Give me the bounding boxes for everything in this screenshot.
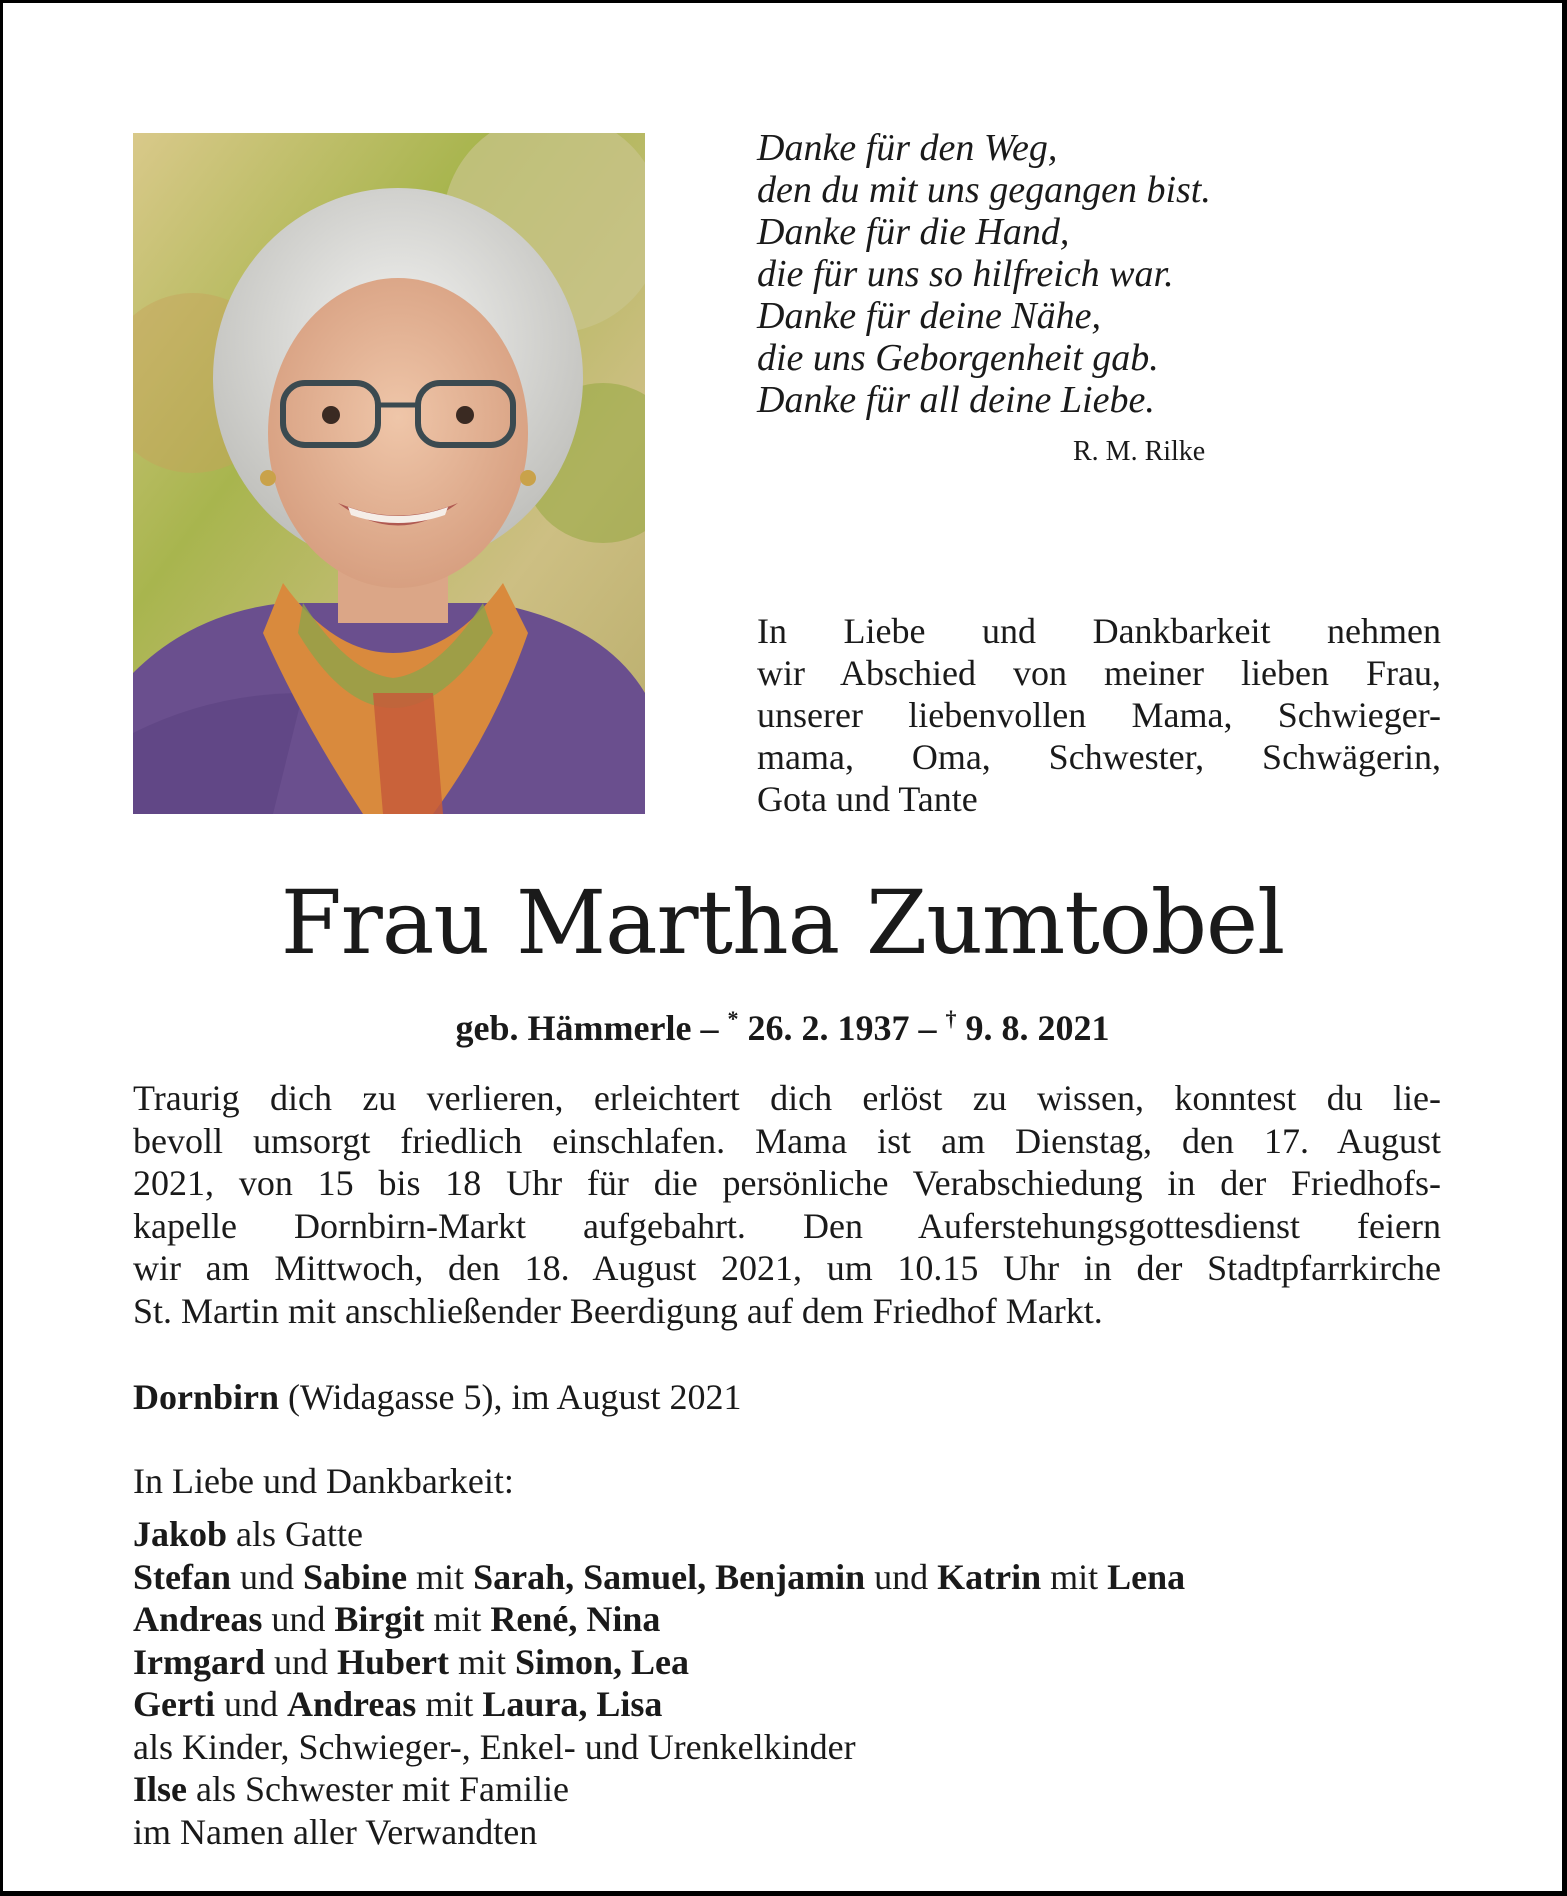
intro-line: In Liebe und Dankbarkeit nehmen [757, 611, 1441, 651]
poem-line: die uns Geborgenheit gab. [757, 337, 1159, 379]
message-text [133, 1077, 1441, 1332]
maiden-name: geb. Hämmerle [455, 1008, 692, 1048]
place-date [133, 1375, 742, 1419]
intro-line: Gota und Tante [757, 779, 978, 819]
family-connector: mit [448, 1641, 515, 1682]
family-row [133, 1513, 1185, 1556]
signoff: In Liebe und Dankbarkeit: [133, 1461, 514, 1501]
message-line: kapelle Dornbirn-Markt aufgebahrt. Den Auferstehungsgottesdienst feiern [133, 1205, 1441, 1246]
family-list [133, 1513, 1185, 1853]
family-name: Andreas [286, 1684, 417, 1724]
family-name: Laura, Lisa [482, 1684, 663, 1724]
poem-author: R. M. Rilke [1073, 436, 1206, 467]
family-relation: als Schwester mit Familie [187, 1769, 569, 1809]
family-row: im Namen aller Verwandten [133, 1811, 538, 1852]
family-name: Gerti [133, 1684, 215, 1724]
death-symbol: † [945, 1006, 957, 1031]
family-name: Andreas [133, 1599, 263, 1639]
family-name: Stefan [133, 1556, 231, 1597]
poem-line: Danke für den Weg, [757, 127, 1058, 169]
family-row [133, 1683, 1185, 1726]
family-connector: mit [416, 1684, 483, 1724]
message-line: 2021, von 15 bis 18 Uhr für die persönliche Verabschiedung in der Friedhofs- [133, 1163, 1441, 1203]
family-connector: mit [424, 1599, 491, 1639]
family-connector: und [262, 1599, 335, 1639]
message-line: bevoll umsorgt friedlich einschlafen. Mama ist am Dienstag, den 17. August [133, 1120, 1441, 1161]
message-line: St. Martin mit anschließender Beerdigung auf dem Friedhof Markt. [133, 1290, 1103, 1331]
family-connector: mit [407, 1556, 474, 1597]
family-name: Irmgard [133, 1641, 265, 1682]
family-name: René, Nina [490, 1599, 661, 1639]
family-row [133, 1598, 1185, 1641]
obituary-sheet [3, 3, 1562, 1891]
family-name: Ilse [133, 1769, 187, 1809]
family-name: Sarah, Samuel, Benjamin [473, 1556, 866, 1597]
family-connector: und [231, 1556, 303, 1597]
family-name: Lena [1107, 1556, 1186, 1597]
place-city: Dornbirn [133, 1377, 280, 1417]
poem-line: die für uns so hilfreich war. [757, 253, 1174, 295]
poem-line: Danke für deine Nähe, [757, 295, 1102, 337]
family-name: Simon, Lea [515, 1641, 690, 1682]
birth-symbol: * [727, 1006, 739, 1031]
date-separator: – [691, 1008, 728, 1048]
family-connector: und [214, 1684, 287, 1724]
death-date: 9. 8. 2021 [956, 1008, 1110, 1048]
poem-line: den du mit uns gegangen bist. [757, 169, 1211, 211]
intro-line: wir Abschied von meiner lieben Frau, [757, 653, 1441, 693]
deceased-name: Frau Martha Zumtobel [280, 871, 1285, 974]
family-name: Katrin [937, 1556, 1042, 1597]
date-separator: – [909, 1008, 946, 1048]
family-connector: und [264, 1641, 337, 1682]
portrait-image [133, 133, 645, 814]
birth-date: 26. 2. 1937 [738, 1008, 910, 1048]
intro-line: unserer liebenvollen Mama, Schwieger- [757, 695, 1441, 735]
family-connector: mit [1041, 1556, 1108, 1597]
portrait-photo [133, 133, 645, 814]
life-dates [3, 997, 1562, 1050]
family-name: Birgit [334, 1599, 425, 1639]
message-line: wir am Mittwoch, den 18. August 2021, um 10.15 Uhr in der Stadtpfarrkirche [133, 1248, 1441, 1288]
family-name: Jakob [133, 1514, 228, 1554]
family-name: Sabine [303, 1556, 408, 1597]
poem-line: Danke für die Hand, [757, 211, 1070, 253]
family-row [133, 1641, 1185, 1684]
poem-line: Danke für all deine Liebe. [757, 379, 1155, 421]
family-name: Hubert [336, 1641, 449, 1682]
poem [757, 127, 1317, 421]
intro-text [757, 610, 1441, 820]
place-address: (Widagasse 5), im August 2021 [279, 1377, 742, 1417]
intro-line: mama, Oma, Schwester, Schwägerin, [757, 737, 1441, 777]
family-row [133, 1556, 1185, 1599]
message-line: Traurig dich zu verlieren, erleichtert dich erlöst zu wissen, konntest du lie- [133, 1078, 1441, 1118]
family-row [133, 1768, 1185, 1811]
family-row: als Kinder, Schwieger-, Enkel- und Urenkelkinder [133, 1726, 856, 1767]
family-connector: und [865, 1556, 938, 1597]
family-relation: als Gatte [227, 1514, 363, 1554]
